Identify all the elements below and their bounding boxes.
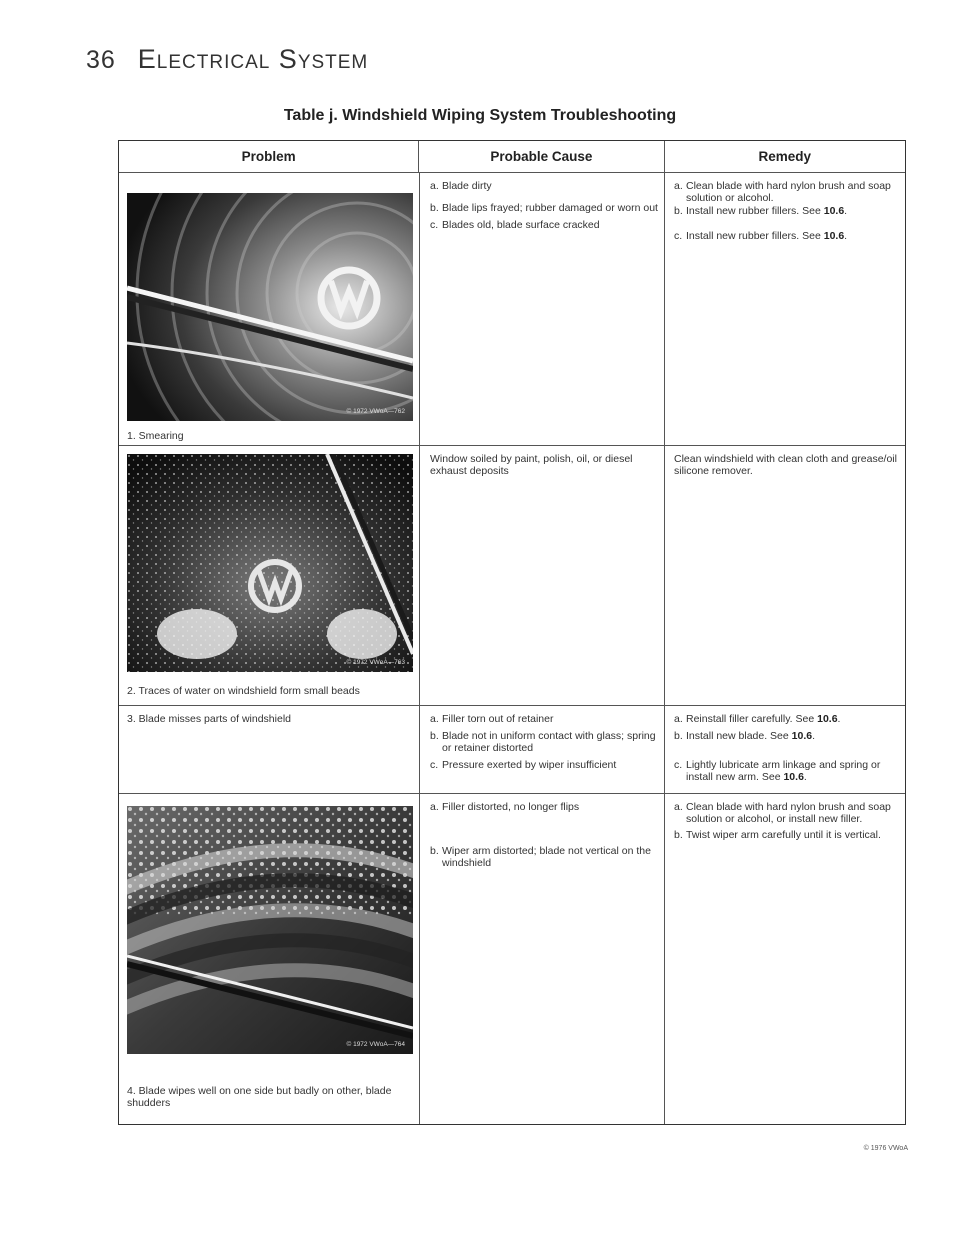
cause-text: Window soiled by paint, polish, oil, or diesel exhaust deposits	[430, 453, 633, 477]
cause-item: a. Blade dirty	[430, 180, 492, 192]
problem-cell	[119, 794, 419, 1124]
photo-credit: © 1972 VWoA—763	[346, 659, 405, 666]
troubleshooting-table	[118, 140, 906, 1125]
cause-cell	[419, 173, 664, 445]
page-header	[86, 44, 368, 75]
cause-cell	[419, 794, 664, 1124]
problem-label: 1. Smearing	[127, 430, 184, 442]
remedy-cell	[664, 706, 905, 793]
cause-cell	[419, 706, 664, 793]
table-row	[119, 173, 905, 446]
photo-credit: © 1972 VWoA—764	[346, 1041, 405, 1048]
header-problem: Problem	[241, 149, 296, 164]
cause-item: a. Filler distorted, no longer flips	[430, 801, 580, 813]
problem-cell	[119, 706, 419, 793]
remedy-item: b. Twist wiper arm carefully until it is vertical.	[674, 829, 881, 841]
windshield-photo-image	[127, 193, 413, 421]
remedy-item: a. Reinstall filler carefully. See 10.6.	[674, 713, 841, 725]
table-row	[119, 446, 905, 706]
problem-label: 2. Traces of water on windshield form small beads	[127, 685, 360, 697]
remedy-item: b. Install new blade. See 10.6.	[674, 730, 816, 742]
remedy-cell	[664, 173, 905, 445]
table-row	[119, 794, 905, 1124]
remedy-item: b. Install new rubber fillers. See 10.6.	[674, 205, 848, 217]
problem-label: 4. Blade wipes well on one side but badly on other, blade shudders	[127, 1085, 392, 1109]
cause-item: c. Pressure exerted by wiper insufficient	[430, 759, 617, 771]
problem-cell	[119, 446, 419, 705]
remedy-item: a. Clean blade with hard nylon brush and soap solution or alcohol.	[674, 180, 891, 204]
header-remedy: Remedy	[664, 141, 905, 172]
windshield-photo-image	[127, 806, 413, 1054]
remedy-text: Clean windshield with clean cloth and grease/oil silicone remover.	[674, 453, 897, 477]
header-cause: Probable Cause	[418, 141, 663, 172]
cause-cell	[419, 446, 664, 705]
section-title: Electrical System	[137, 44, 369, 74]
cause-item: c. Blades old, blade surface cracked	[430, 219, 600, 231]
windshield-photo-image	[127, 454, 413, 672]
cause-item: a. Filler torn out of retainer	[430, 713, 554, 725]
page-number: 36	[86, 46, 116, 74]
table-row	[119, 706, 905, 794]
remedy-item: c. Lightly lubricate arm linkage and spring or install new arm. See 10.6.	[674, 759, 881, 783]
copyright-note: © 1976 VWoA	[863, 1145, 908, 1152]
cause-item: b. Blade lips frayed; rubber damaged or worn out	[430, 202, 658, 214]
photo-credit: © 1972 VWoA—762	[346, 408, 405, 415]
remedy-cell	[664, 794, 905, 1124]
water-beads-photo	[127, 454, 413, 672]
table-title: Table j. Windshield Wiping System Troubleshooting	[283, 107, 677, 124]
problem-label: 3. Blade misses parts of windshield	[127, 713, 291, 725]
remedy-cell	[664, 446, 905, 705]
cause-item: b. Blade not in uniform contact with glass; spring or retainer distorted	[430, 730, 656, 754]
remedy-item: c. Install new rubber fillers. See 10.6.	[674, 230, 848, 242]
table-header-row	[119, 141, 905, 173]
cause-item: b. Wiper arm distorted; blade not vertical on the windshield	[430, 845, 651, 869]
problem-cell	[119, 173, 419, 445]
smearing-photo	[127, 193, 413, 421]
blade-shudder-photo	[127, 806, 413, 1054]
remedy-item: a. Clean blade with hard nylon brush and soap solution or alcohol, or install new filler.	[674, 801, 891, 825]
